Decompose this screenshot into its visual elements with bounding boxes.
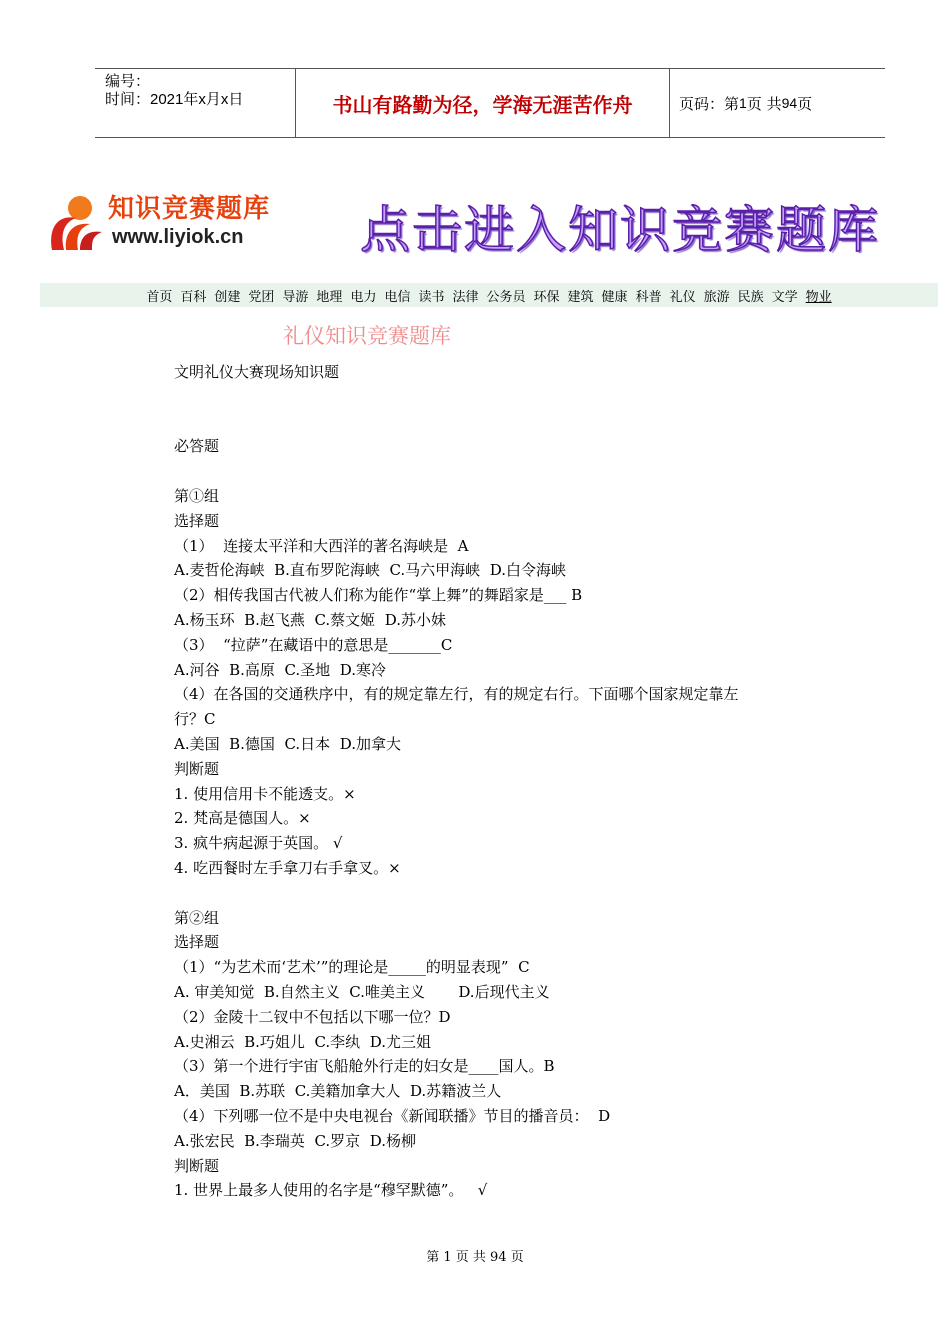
nav-item[interactable]: 物业 (805, 289, 832, 305)
text-line: A．美国 B.苏联 C.美籍加拿大人 D.苏籍波兰人 (174, 1082, 502, 1101)
text-line: 2. 梵高是德国人。× (174, 809, 311, 828)
nav-item[interactable]: 科普 (635, 289, 662, 305)
nav-item[interactable]: 健康 (601, 289, 628, 305)
nav-item[interactable]: 礼仪 (669, 289, 696, 305)
category-nav (40, 283, 938, 307)
text-line: 必答题 (174, 437, 220, 456)
text-line (174, 410, 834, 435)
logo-url: www.liyiok.cn (112, 226, 244, 248)
text-line: A.史湘云 B.巧姐儿 C.李纨 D.尤三姐 (174, 1032, 431, 1051)
nav-item[interactable]: 公务员 (486, 289, 526, 305)
nav-item[interactable]: 民族 (737, 289, 764, 305)
page-suffix: 页 (797, 94, 813, 113)
nav-item[interactable]: 读书 (418, 289, 445, 305)
page-footer: 第 1 页 共 94 页 (426, 1250, 524, 1265)
text-line: 第②组 (174, 908, 220, 927)
text-line: （3） “拉萨”在藏语中的意思是_______C (174, 635, 453, 654)
page-mid: 页 共 (746, 94, 782, 113)
text-line: A.杨玉环 B.赵飞燕 C.蔡文姬 D.苏小妹 (174, 610, 446, 629)
page-number: 1 (739, 95, 747, 111)
page-subtitle: 礼仪知识竞赛题库 (283, 324, 451, 348)
nav-item[interactable]: 建筑 (567, 289, 594, 305)
nav-item[interactable]: 百科 (180, 289, 207, 305)
page-total: 94 (781, 95, 798, 111)
nav-item[interactable]: 导游 (282, 289, 309, 305)
logo-title: 知识竞赛题库 (108, 194, 271, 224)
nav-item[interactable]: 党团 (248, 289, 275, 305)
text-line: A. 审美知觉 B.自然主义 C.唯美主义 D.后现代主义 (174, 982, 550, 1001)
text-line: 判断题 (174, 1156, 220, 1175)
text-line: 第①组 (174, 486, 220, 505)
text-line: A.张宏民 B.李瑞英 C.罗京 D.杨柳 (174, 1131, 416, 1150)
text-line: 判断题 (174, 759, 220, 778)
text-line: 文明礼仪大赛现场知识题 (174, 363, 340, 381)
header-info-cell (95, 69, 295, 137)
nav-item[interactable]: 法律 (452, 289, 479, 305)
text-line: （2）相传我国古代被人们称为能作“掌上舞”的舞蹈家是___ B (174, 586, 583, 605)
number-label: 编号： (105, 73, 151, 90)
document-header (95, 68, 885, 138)
site-logo[interactable] (46, 188, 296, 256)
nav-item[interactable]: 环保 (533, 289, 560, 305)
text-line (174, 459, 834, 484)
time-label: 时间：2021年x月x日 (105, 91, 244, 108)
text-line: A.美国 B.德国 C.日本 D.加拿大 (174, 734, 401, 753)
nav-item[interactable]: 电信 (384, 289, 411, 305)
nav-item[interactable]: 创建 (214, 289, 241, 305)
text-line: （1） 连接太平洋和大西洋的著名海峡是 A (174, 536, 469, 555)
text-line: （2）金陵十二钗中不包括以下哪一位？D (174, 1007, 451, 1026)
header-page-cell (669, 69, 885, 137)
text-line: 选择题 (174, 511, 220, 530)
page-prefix: 页码：第 (679, 94, 740, 113)
nav-item[interactable]: 文学 (771, 289, 798, 305)
text-line: A.河谷 B.高原 C.圣地 D.寒冷 (174, 660, 386, 679)
text-line: 4. 吃西餐时左手拿刀右手拿叉。× (174, 858, 401, 877)
quiz-bank-link[interactable]: 点击进入知识竞赛题库 (360, 201, 880, 259)
text-line: （4）在各国的交通秩序中，有的规定靠左行，有的规定右行。下面哪个国家规定靠左 (174, 685, 739, 704)
text-line: A.麦哲伦海峡 B.直布罗陀海峡 C.马六甲海峡 D.白令海峡 (174, 561, 566, 580)
text-line: 1. 世界上最多人使用的名字是“穆罕默德”。 √ (174, 1181, 488, 1200)
text-line: 1. 使用信用卡不能透支。× (174, 784, 356, 803)
text-line: 3. 疯牛病起源于英国。 √ (174, 834, 343, 853)
text-line: 行？C (174, 710, 216, 729)
nav-item[interactable]: 地理 (316, 289, 343, 305)
text-line: （4）下列哪一位不是中央电视台《新闻联播》节目的播音员： D (174, 1106, 611, 1125)
document-body (174, 360, 834, 1203)
nav-item[interactable]: 旅游 (703, 289, 730, 305)
text-line (174, 881, 834, 906)
text-line (174, 385, 834, 410)
nav-item[interactable]: 首页 (146, 289, 173, 305)
text-line: （3）第一个进行宇宙飞船舱外行走的妇女是____国人。B (174, 1057, 555, 1076)
header-motto: 书山有路勤为径，学海无涯苦作舟 (295, 69, 670, 137)
text-line: （1）“为艺术而‘艺术’”的理论是_____的明显表现” C (174, 958, 530, 977)
nav-item[interactable]: 电力 (350, 289, 377, 305)
logo-swirl-icon (46, 188, 108, 254)
text-line: 选择题 (174, 933, 220, 952)
